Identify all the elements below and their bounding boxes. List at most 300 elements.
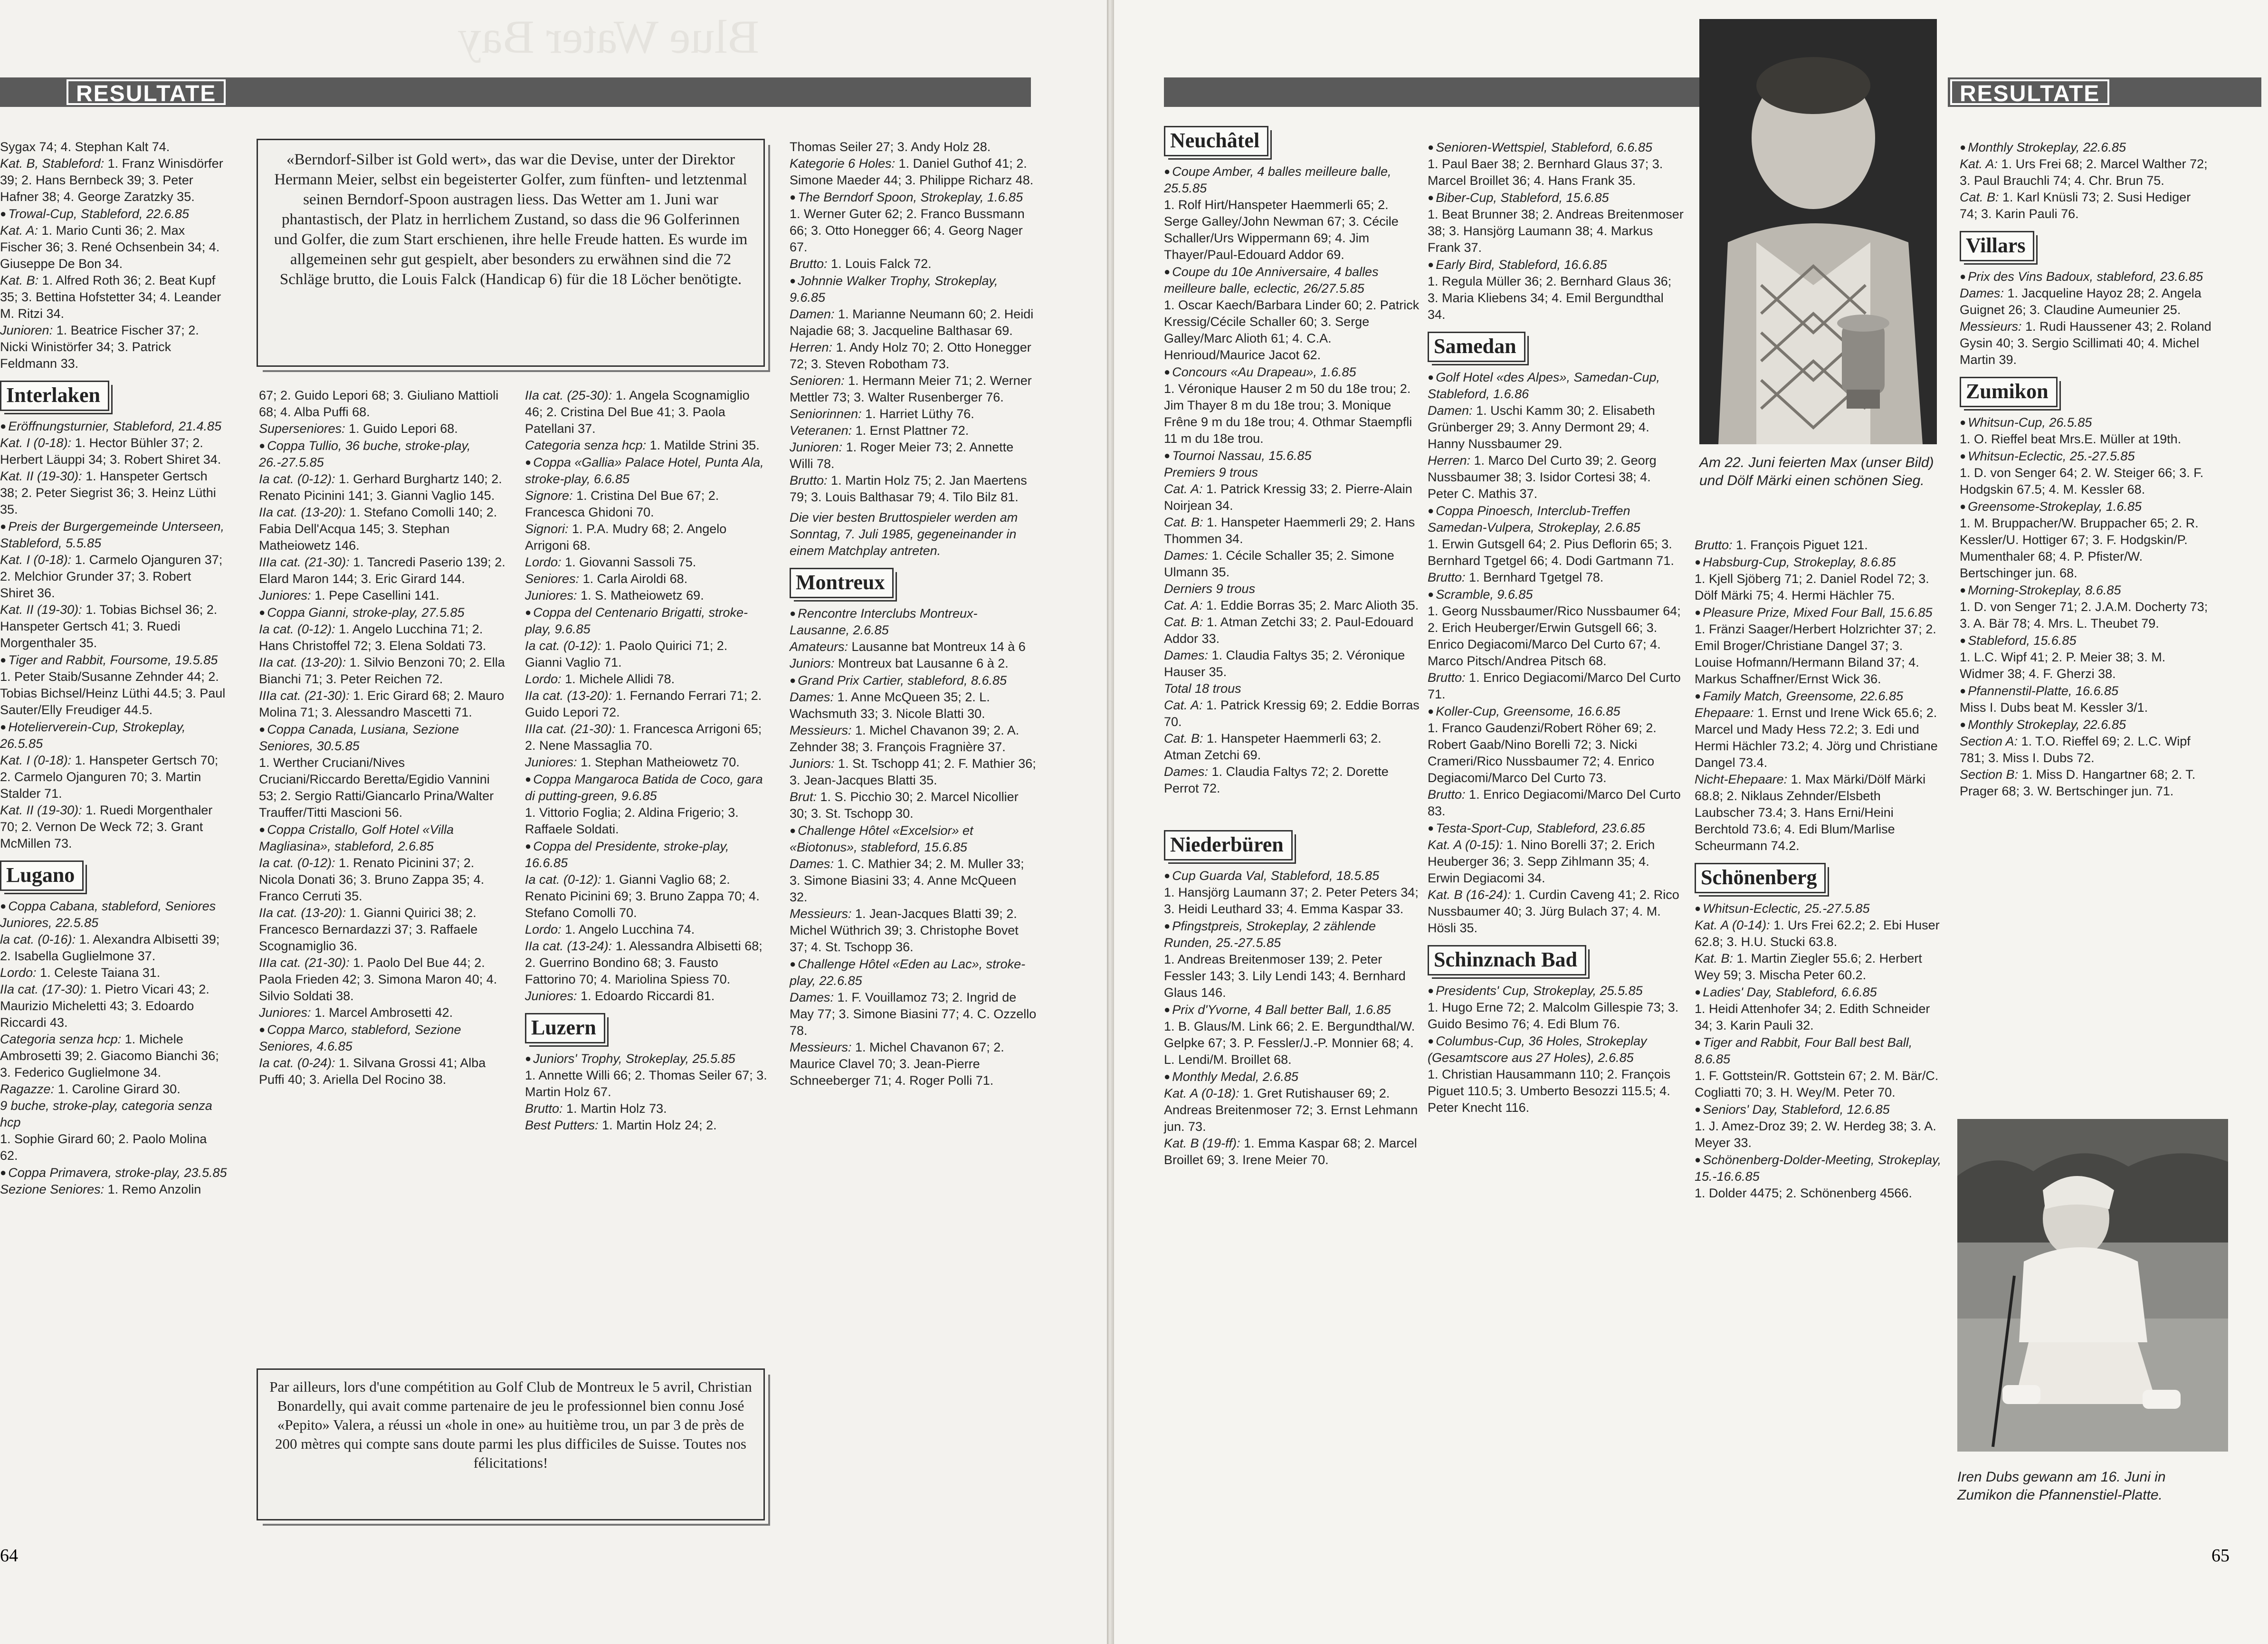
result-entry: [1428, 402, 1684, 452]
text-span: Lausanne bat Montreux 14 à 6: [848, 640, 1026, 654]
feature-text: «Berndorf-Silber ist Gold wert», das war die Devise, unter der Direktor Hermann Meier, selbst ein begeisterter Golfer, zum fünften- und letztenmal seinen Berndorf-Spoon austragen liess. Das Wetter am 1. Juni war phantastisch, der Platz in herrlichem Zustand, so dass die 96 Golferinnen und Golfer, die zum Start erschienen, ihre helle Freude hatten. Es wurde im allgemeinen sehr gut gespielt, aber besonders zu erwähnen sind die 72 Schläge brutto, die Louis Falck (Handicap 6) für die 18 Löcher benötigte.: [274, 151, 748, 288]
text-span: Columbus-Cup, 36 Holes, Strokeplay (Gesamtscore aus 27 Holes), 2.6.85: [1428, 1034, 1647, 1065]
bullet-icon: ●: [1428, 371, 1434, 383]
result-entry: [1164, 764, 1420, 797]
bullet-icon: ●: [0, 420, 7, 432]
event-title: [1960, 682, 2211, 699]
text-span: Testa-Sport-Cup, Stableford, 23.6.85: [1436, 821, 1645, 835]
text-span: Grand Prix Cartier, stableford, 8.6.85: [798, 673, 1007, 688]
text-span: Dames:: [790, 690, 834, 704]
text-span: 1. Ruedi Morgenthaler 70; 2. Vernon De Weck 72; 3. Grant McMillen 73.: [0, 803, 213, 851]
text-span: 1. Claudia Faltys 72; 2. Dorette Perrot 72.: [1164, 765, 1389, 795]
text-span: Seniores:: [525, 572, 580, 586]
bullet-icon: ●: [1428, 588, 1434, 600]
text-span: 1. Martin Holz 75; 2. Jan Maertens 79; 3. Louis Balthasar 79; 4. Tilo Bilz 81.: [790, 473, 1027, 504]
text-span: Cat. A:: [1164, 482, 1203, 496]
event-title: [259, 437, 506, 471]
text-span: Coppa Cabana, stableford, Seniores Juniores, 22.5.85: [0, 899, 216, 930]
bullet-icon: ●: [1960, 450, 1966, 462]
text-span: IIa cat. (25-30):: [525, 388, 612, 402]
result-entry: [0, 1181, 228, 1198]
result-entry: [790, 655, 1037, 672]
event-title: [0, 418, 228, 435]
result-entry: [525, 1100, 767, 1117]
text-span: 1. Roger Meier 73; 2. Annette Willi 78.: [790, 440, 1014, 471]
bullet-icon: ●: [1428, 984, 1434, 996]
section-heading-schonenberg: Schönenberg: [1695, 863, 1826, 893]
result-entry: [259, 504, 506, 554]
category-label: Kat. B, Stableford:: [0, 156, 105, 171]
text-span: la cat. (0-16):: [0, 932, 76, 946]
trophy-winner-illustration: [1699, 19, 1937, 444]
result-entry: [790, 339, 1037, 373]
section-heading-neuchatel: Neuchâtel: [1164, 126, 1268, 156]
text-span: Family Match, Greensome, 22.6.85: [1703, 689, 1903, 703]
result-entry: [259, 421, 506, 437]
text-span: 1. Gianni Quirici 38; 2. Francesco Bernardazzi 37; 3. Raffaele Scognamiglio 36.: [259, 906, 478, 953]
result-entry: [0, 222, 228, 272]
result-entry: [1960, 285, 2211, 318]
bullet-icon: ●: [1960, 416, 1966, 428]
result-entry: [1695, 705, 1942, 771]
text-span: Cat. B:: [1164, 615, 1203, 629]
text-span: 1. Daniel Guthof 41; 2. Simone Maeder 44; 3. Philippe Richarz 48.: [790, 156, 1034, 187]
text-span: 1. Mario Cunti 36; 2. Max Fischer 36; 3. René Ochsenbein 34; 4. Giuseppe De Bon 34.: [0, 223, 220, 271]
result-entry: [1428, 786, 1684, 820]
golfer-illustration: [1957, 1119, 2228, 1452]
bullet-icon: ●: [1428, 505, 1434, 516]
text-span: 1. Fernando Ferrari 71; 2. Guido Lepori 72.: [525, 688, 762, 719]
section-heading-montreux: Montreux: [790, 568, 894, 598]
text-span: Ia cat. (0-24):: [259, 1056, 335, 1070]
event-title: [1960, 582, 2211, 599]
text-span: Kat. II (19-30):: [0, 469, 82, 483]
bullet-icon: ●: [525, 773, 532, 785]
event-title: [1695, 1151, 1942, 1185]
text-span: Pleasure Prize, Mixed Four Ball, 15.6.85: [1703, 605, 1933, 620]
result-entry: [790, 989, 1037, 1039]
text-span: Monthly Medal, 2.6.85: [1172, 1070, 1298, 1084]
text-span: Categoria senza hcp:: [0, 1032, 122, 1046]
text-span: Monthly Strokeplay, 22.6.85: [1968, 717, 2126, 732]
result-entry: [0, 802, 228, 852]
text-span: 1. Cristina Del Bue 67; 2. Francesca Ghidoni 70.: [525, 488, 719, 519]
hole-in-one-box: [257, 1368, 765, 1520]
bullet-icon: ●: [525, 840, 532, 852]
result-entry: [790, 155, 1037, 189]
event-title: [525, 1050, 767, 1067]
text-span: Kat. II (19-30):: [0, 602, 82, 617]
event-title: [0, 651, 228, 669]
text-span: 1. Jean-Jacques Blatti 39; 2. Michel Wüthrich 39; 3. Christophe Bovet 37; 4. St. Tschopp 36.: [790, 907, 1019, 954]
result-entry: [0, 552, 228, 602]
text-span: Ia cat. (0-12):: [259, 472, 335, 486]
text-span: Dames:: [790, 990, 834, 1004]
text-span: Coppa del Centenario Brigatti, stroke-play, 9.6.85: [525, 605, 748, 636]
text-span: Brutto:: [525, 1101, 563, 1116]
text-span: Juniors:: [790, 756, 835, 771]
column-2: [259, 387, 506, 1088]
result-entry: [790, 373, 1037, 406]
event-title: [790, 605, 1037, 639]
result-entry: [0, 155, 228, 205]
text-span: Kat. B:: [1695, 951, 1734, 965]
text-span: IIa cat. (13-24):: [525, 939, 612, 953]
column-8: [1960, 139, 2211, 800]
event-title: [1695, 1034, 1942, 1068]
result-entry: 1. Hansjörg Laumann 37; 2. Peter Peters 34; 3. Heidi Leuthard 33; 4. Emma Kaspar 33.: [1164, 885, 1419, 916]
result-entry: [525, 1117, 767, 1134]
text-span: Lordo:: [0, 965, 37, 980]
section-heading-villars: Villars: [1960, 231, 2034, 261]
result-entry: [0, 1081, 228, 1098]
text-span: 1. Guido Lepori 68.: [345, 421, 458, 436]
event-title: [1428, 982, 1684, 999]
text-span: Kat. A (0-14):: [1695, 918, 1770, 932]
text-span: 1. Michele Ambrosetti 39; 2. Giacomo Bianchi 36; 3. Federico Guglielmone 34.: [0, 1032, 219, 1080]
column-5: [1164, 126, 1420, 1168]
text-span: Early Bird, Stableford, 16.6.85: [1436, 258, 1607, 272]
header-band-right-a: [1164, 77, 1744, 107]
text-span: 1. Atman Zetchi 33; 2. Paul-Edouard Addor 33.: [1164, 615, 1414, 646]
bullet-icon: ●: [1695, 690, 1701, 702]
event-title: [790, 672, 1037, 689]
result-entry: 1. Regula Müller 36; 2. Bernhard Glaus 36; 3. Maria Kliebens 34; 4. Emil Bergundthal 34.: [1428, 274, 1672, 322]
event-title: [1428, 820, 1684, 837]
text-span: IIa cat. (13-20):: [259, 655, 346, 669]
bullet-icon: ●: [1960, 584, 1966, 596]
result-text: 1. Franz Winisdörfer 39; 2. Hans Bernbeck 39; 3. Peter Hafner 38; 4. George Zaratzky 35.: [0, 156, 223, 204]
text-span: Whitsun-Eclectic, 25.-27.5.85: [1703, 901, 1870, 916]
text-span: Kat. B (16-24):: [1428, 888, 1511, 902]
event-title: [1695, 900, 1942, 917]
text-span: 9 buche, stroke-play, categoria senza hcp: [0, 1099, 212, 1129]
result-entry: [525, 437, 767, 454]
result-entry: 1. Hugo Erne 72; 2. Malcolm Gillespie 73; 3. Guido Besimo 76; 4. Edi Blum 76.: [1428, 1000, 1679, 1031]
text-span: Brutto:: [790, 473, 828, 487]
text-span: Dames:: [1164, 648, 1209, 662]
result-entry: [259, 905, 506, 955]
bullet-icon: ●: [259, 1023, 266, 1035]
text-span: Juniors:: [790, 656, 835, 670]
bullet-icon: ●: [1960, 270, 1966, 282]
text-span: Junioren:: [790, 440, 843, 454]
event-title: [1164, 1068, 1420, 1085]
bullet-icon: ●: [259, 723, 266, 735]
result-entry: [790, 789, 1037, 822]
text-span: Coppa del Presidente, stroke-play, 16.6.85: [525, 839, 729, 870]
text-span: 1. Stephan Matheiowetz 70.: [577, 755, 740, 769]
text-span: The Berndorf Spoon, Strokeplay, 1.6.85: [798, 190, 1023, 204]
text-span: Juniores:: [525, 989, 577, 1003]
result-entry: [259, 1055, 506, 1088]
text-span: IIIa cat. (21-30):: [259, 555, 350, 569]
result-entry: 1. Werther Cruciani/Nives Cruciani/Riccardo Beretta/Egidio Vannini 53; 2. Sergio Ratti/Giancarlo Prina/Walter Trauffer/Titti Mascioni 56.: [259, 755, 494, 820]
result-entry: [1164, 1085, 1420, 1135]
photo-trophy-winner: [1699, 19, 1937, 444]
result-entry: [1164, 597, 1420, 614]
text-span: Pfingstpreis, Strokeplay, 2 zählende Runden, 25.-27.5.85: [1164, 919, 1376, 950]
text-span: Kat. A (0-18):: [1164, 1086, 1239, 1100]
event-title: [1695, 1101, 1942, 1118]
header-label-right: RESULTATE: [1950, 79, 2109, 105]
text-span: 1. Hanspeter Gertsch 38; 2. Peter Siegrist 36; 3. Heinz Lüthi 35.: [0, 469, 216, 516]
text-span: 1. Angela Scognamiglio 46; 2. Cristina Del Bue 41; 3. Paola Patellani 37.: [525, 388, 750, 436]
text-span: 1. Nino Borelli 37; 2. Erich Heuberger 36; 3. Sepp Zihlmann 35; 4. Erwin Degiacomi 34.: [1428, 838, 1655, 885]
subheading: Derniers 9 trous: [1164, 582, 1256, 596]
text-span: 1. Silvana Grossi 41; Alba Puffi 40; 3. Ariella Del Rocino 38.: [259, 1056, 486, 1087]
result-entry: [525, 521, 767, 554]
event-title: [1960, 268, 2211, 285]
text-span: Dames:: [1164, 765, 1209, 779]
result-entry: [0, 272, 228, 322]
section-heading-schinznach-bad: Schinznach Bad: [1428, 945, 1586, 975]
text-span: IIIa cat. (21-30):: [259, 688, 350, 703]
text-span: Concours «Au Drapeau», 1.6.85: [1172, 365, 1356, 379]
section-heading-niederburen: Niederbüren: [1164, 830, 1293, 860]
bullet-icon: ●: [1428, 705, 1434, 717]
result-entry: [525, 938, 767, 988]
result-entry: [790, 306, 1037, 339]
text-span: 1. Angelo Lucchina 74.: [561, 922, 695, 937]
text-span: 1. Hector Bühler 37; 2. Herbert Läuppi 34; 3. Robert Shiret 34.: [0, 436, 221, 467]
text-span: Coppa «Gallia» Palace Hotel, Punta Ala, stroke-play, 6.6.85: [525, 455, 764, 486]
result-entry: [525, 688, 767, 721]
text-span: Juniores:: [525, 588, 577, 602]
result-entry: 1. J. Amez-Droz 39; 2. W. Herdeg 38; 3. A. Meyer 33.: [1695, 1119, 1936, 1150]
result-entry: [1960, 733, 2211, 766]
text-span: Greensome-Strokeplay, 1.6.85: [1968, 499, 2142, 514]
result-entry: [1960, 766, 2211, 800]
bullet-icon: ●: [1695, 1154, 1701, 1166]
result-entry: 1. D. von Senger 71; 2. J.A.M. Docherty 73; 3. A. Bär 78; 4. Mrs. L. Theubet 79.: [1960, 600, 2208, 631]
text-span: 1. Francesca Arrigoni 65; 2. Nene Massaglia 70.: [525, 722, 762, 753]
text-span: 1. Paolo Del Bue 44; 2. Paola Frieden 42; 3. Simona Maron 40; 4. Silvio Soldati 38.: [259, 956, 497, 1003]
text-span: Kat. A:: [0, 223, 38, 238]
bullet-icon: ●: [1695, 1036, 1701, 1048]
event-title: [525, 604, 767, 638]
text-line: Sygax 74; 4. Stephan Kalt 74.: [0, 140, 170, 154]
text-span: 1. Giovanni Sassoli 75.: [561, 555, 696, 569]
bullet-icon: ●: [1164, 1004, 1171, 1015]
text-span: Trowal-Cup, Stableford, 22.6.85: [8, 207, 189, 221]
text-span: 1. Anne McQueen 35; 2. L. Wachsmuth 33; 3. Nicole Blatti 30.: [790, 690, 990, 721]
text-span: IIa cat. (13-20):: [525, 688, 612, 703]
event-title: [1428, 586, 1684, 603]
result-entry: [790, 439, 1037, 472]
section-heading-interlaken: Interlaken: [0, 381, 109, 411]
text-span: 1. Max Märki/Dölf Märki 68.8; 2. Niklaus Zehnder/Elsbeth Laubscher 73.4; 3. Hans Erni/Heini Berchtold 73.6; 4. Edi Blum/Marlise Scheurmann 74.2.: [1695, 772, 1926, 853]
text-span: Damen:: [790, 307, 835, 321]
bullet-icon: ●: [1695, 902, 1701, 914]
event-title: [525, 838, 767, 871]
text-span: Categoria senza hcp:: [525, 438, 647, 452]
result-entry: [1164, 481, 1420, 514]
result-entry: [259, 654, 506, 688]
event-title: [1164, 363, 1420, 381]
photo-caption-1: Am 22. Juni feierten Max (unser Bild) und Dölf Märki einen schönen Sieg.: [1699, 455, 1934, 488]
result-entry: 1. Beat Brunner 38; 2. Andreas Breitenmoser 38; 3. Hansjörg Laumann 38; 4. Markus Frank 37.: [1428, 207, 1684, 255]
result-entry: [1428, 837, 1684, 887]
text-span: Brutto:: [1428, 787, 1466, 802]
text-span: 1. Beatrice Fischer 37; 2. Nicki Winistörfer 34; 3. Patrick Feldmann 33.: [0, 323, 199, 371]
text-span: Cat. B:: [1960, 190, 1999, 204]
section-heading-samedan: Samedan: [1428, 332, 1525, 362]
text-span: Dames:: [790, 857, 834, 871]
result-entry: [1428, 569, 1684, 586]
event-title: [0, 1098, 228, 1131]
event-title: [1164, 918, 1420, 951]
text-span: 1. Carmelo Ojanguren 37; 2. Melchior Grunder 37; 3. Robert Shiret 36.: [0, 553, 223, 600]
text-span: 1. Celeste Taiana 31.: [36, 965, 161, 980]
event-title: [525, 771, 767, 804]
bullet-icon: ●: [1428, 258, 1434, 270]
result-entry: 1. F. Gottstein/R. Gottstein 67; 2. M. Bär/C. Cogliatti 70; 3. H. Wey/M. Peter 70.: [1695, 1069, 1939, 1099]
event-title: [1428, 1032, 1684, 1066]
result-entry: [525, 554, 767, 571]
bullet-icon: ●: [0, 654, 7, 666]
column-1: [0, 139, 228, 1198]
result-entry: [790, 256, 1037, 272]
text-span: 1. T.O. Rieffel 69; 2. L.C. Wipf 781; 3. Miss I. Dubs 72.: [1960, 734, 2191, 765]
result-entry: [525, 871, 767, 921]
text-span: Coppa Primavera, stroke-play, 23.5.85: [8, 1166, 227, 1180]
text-span: 1. Michel Chavanon 67; 2. Maurice Clavel 70; 3. Jean-Pierre Schneeberger 71; 4. Roger Polli 71.: [790, 1040, 1004, 1088]
text-span: 1. Silvio Benzoni 70; 2. Ella Bianchi 71; 3. Peter Reichen 72.: [259, 655, 505, 686]
bullet-icon: ●: [790, 674, 796, 686]
text-span: 1. Matilde Strini 35.: [646, 438, 760, 452]
result-entry: [525, 988, 767, 1004]
result-entry: [1960, 156, 2211, 189]
photo-caption-2: Iren Dubs gewann am 16. Juni in Zumikon die Pfannenstiel-Platte.: [1957, 1469, 2166, 1503]
bullet-icon: ●: [1164, 920, 1171, 932]
result-entry: 1. Kjell Sjöberg 71; 2. Daniel Rodel 72; 3. Dölf Märki 75; 4. Hermi Hächler 75.: [1695, 572, 1929, 602]
text-span: Herren:: [1428, 453, 1471, 468]
result-entry: [525, 638, 767, 671]
text-span: 1. S. Matheiowetz 69.: [577, 588, 704, 602]
event-title: [1960, 716, 2211, 733]
text-span: 1. Eric Girard 68; 2. Mauro Molina 71; 3. Alessandro Mascetti 71.: [259, 688, 505, 719]
bullet-icon: ●: [1695, 1103, 1701, 1115]
bullet-icon: ●: [1164, 870, 1171, 881]
text-span: Challenge Hôtel «Excelsior» et «Biotonus», stableford, 15.6.85: [790, 823, 973, 854]
event-title: [1960, 139, 2211, 156]
text-span: 1. Louis Falck 72.: [827, 257, 932, 271]
result-entry: [259, 688, 506, 721]
text-span: Juniores:: [525, 755, 577, 769]
result-entry: [259, 621, 506, 654]
result-entry: [259, 855, 506, 905]
text-span: 1. Harriet Lüthy 76.: [861, 407, 974, 421]
result-entry: [0, 931, 228, 965]
bullet-icon: ●: [1695, 986, 1701, 998]
text-span: Coppa Canada, Lusiana, Sezione Seniores, 30.5.85: [259, 722, 459, 753]
text-span: IIa cat. (13-20):: [259, 505, 346, 519]
text-span: Section A:: [1960, 734, 2018, 748]
text-span: Cat. A:: [1164, 598, 1203, 612]
section-heading-zumikon: Zumikon: [1960, 377, 2058, 407]
feature-text: Par ailleurs, lors d'une compétition au Golf Club de Montreux le 5 avril, Christian Bonardelly, qui avait comme partenaire de jeu le professionnel bien connu José «Pepito» Valera, a réussi un «hole in one» au huitième trou, un par 3 de près de 200 mètres qui compte sans doute parmi les plus difficiles de Suisse. Toutes nos félicitations!: [269, 1378, 752, 1471]
text-span: Kat. I (0-18):: [0, 436, 72, 450]
text-span: Coppa Gianni, stroke-play, 27.5.85: [267, 605, 465, 620]
text-span: 1. Hanspeter Haemmerli 63; 2. Atman Zetchi 69.: [1164, 731, 1382, 762]
text-span: Montreux bat Lausanne 6 à 2.: [834, 656, 1009, 670]
result-entry: [259, 955, 506, 1004]
result-entry: 1. Paul Baer 38; 2. Bernhard Glaus 37; 3. Marcel Broillet 36; 4. Hans Frank 35.: [1428, 157, 1663, 188]
text-span: Preis der Burgergemeinde Unterseen, Stableford, 5.5.85: [0, 519, 225, 550]
text-span: 1. C. Mathier 34; 2. M. Muller 33; 3. Simone Biasini 33; 4. Anne McQueen 32.: [790, 857, 1024, 904]
text-span: Kat. I (0-18):: [0, 553, 72, 567]
event-title: [0, 898, 228, 931]
result-entry: 1. Peter Staib/Susanne Zehnder 44; 2. Tobias Bichsel/Heinz Lüthi 44.5; 3. Paul Sauter/Elly Freudiger 44.5.: [0, 669, 226, 717]
text-span: Signori:: [525, 522, 569, 536]
event-title: [525, 454, 767, 487]
result-entry: [525, 387, 767, 437]
result-entry: [0, 1031, 228, 1081]
bullet-icon: ●: [259, 606, 266, 618]
text-span: Dames:: [1164, 548, 1209, 563]
text-span: 1. Michele Allidi 78.: [561, 672, 675, 686]
text-span: Brut:: [790, 790, 817, 804]
text-span: Junioren:: [0, 323, 53, 337]
text-span: Kat. B:: [0, 273, 39, 287]
result-entry: [0, 752, 228, 802]
bullet-icon: ●: [259, 440, 266, 451]
event-title: [1960, 498, 2211, 515]
text-span: Scramble, 9.6.85: [1436, 587, 1533, 602]
photo-golfer-putting: [1957, 1119, 2228, 1452]
text-span: Ia cat. (0-12):: [525, 872, 601, 887]
text-span: 1. F. Vouillamoz 73; 2. Ingrid de May 77; 3. Simone Biasini 77; 4. C. Ozzello 78.: [790, 990, 1037, 1038]
text-span: 1. Claudia Faltys 35; 2. Véronique Hauser 35.: [1164, 648, 1405, 679]
section-heading-lugano: Lugano: [0, 860, 84, 891]
text-span: Amateurs:: [790, 640, 848, 654]
event-title: [1164, 263, 1420, 297]
result-entry: [790, 906, 1037, 956]
text-span: Ia cat. (0-12):: [259, 856, 335, 870]
text-span: Lordo:: [525, 555, 562, 569]
event-title: [0, 1164, 228, 1181]
text-span: 1. Pepe Casellini 141.: [311, 588, 439, 602]
text-span: 1. Pietro Vicari 43; 2. Maurizio Micheletti 43; 3. Edoardo Riccardi 43.: [0, 982, 210, 1030]
text-span: Cat. A:: [1164, 698, 1203, 712]
page-number-left: 64: [0, 1546, 18, 1566]
text-span: 1. Enrico Degiacomi/Marco Del Curto 83.: [1428, 787, 1681, 818]
text-span: Tournoi Nassau, 15.6.85: [1172, 449, 1312, 463]
column-4: [790, 139, 1037, 1089]
text-span: 1. Remo Anzolin: [104, 1182, 201, 1196]
event-title: [1164, 867, 1420, 884]
event-title: [1164, 163, 1420, 197]
text-span: Eröffnungsturnier, Stableford, 21.4.85: [8, 419, 222, 433]
text-span: 1. Angelo Lucchina 71; 2. Hans Christoffel 72; 3. Elena Soldati 73.: [259, 622, 486, 653]
event-title: [1695, 984, 1942, 1001]
subheading: Premiers 9 trous: [1164, 465, 1258, 479]
text-span: 1. Hermann Meier 71; 2. Werner Mettler 73; 3. Walter Rusenberger 76.: [790, 373, 1032, 404]
text-span: 1. Edoardo Riccardi 81.: [577, 989, 715, 1003]
result-entry: [790, 689, 1037, 722]
result-entry: 1. Annette Willi 66; 2. Thomas Seiler 67; 3. Martin Holz 67.: [525, 1068, 767, 1099]
left-page: [0, 0, 1107, 1644]
bullet-icon: ●: [1428, 141, 1434, 153]
text-span: Coupe du 10e Anniversaire, 4 balles meilleure balle, eclectic, 26/27.5.85: [1164, 265, 1379, 296]
header-label-left: RESULTATE: [67, 79, 226, 105]
text-span: 1. Martin Holz 24; 2.: [598, 1118, 717, 1132]
result-entry: [790, 639, 1037, 655]
bullet-icon: ●: [1695, 606, 1701, 618]
text-span: Messieurs:: [790, 1040, 852, 1054]
text-span: Veteranen:: [790, 423, 852, 438]
